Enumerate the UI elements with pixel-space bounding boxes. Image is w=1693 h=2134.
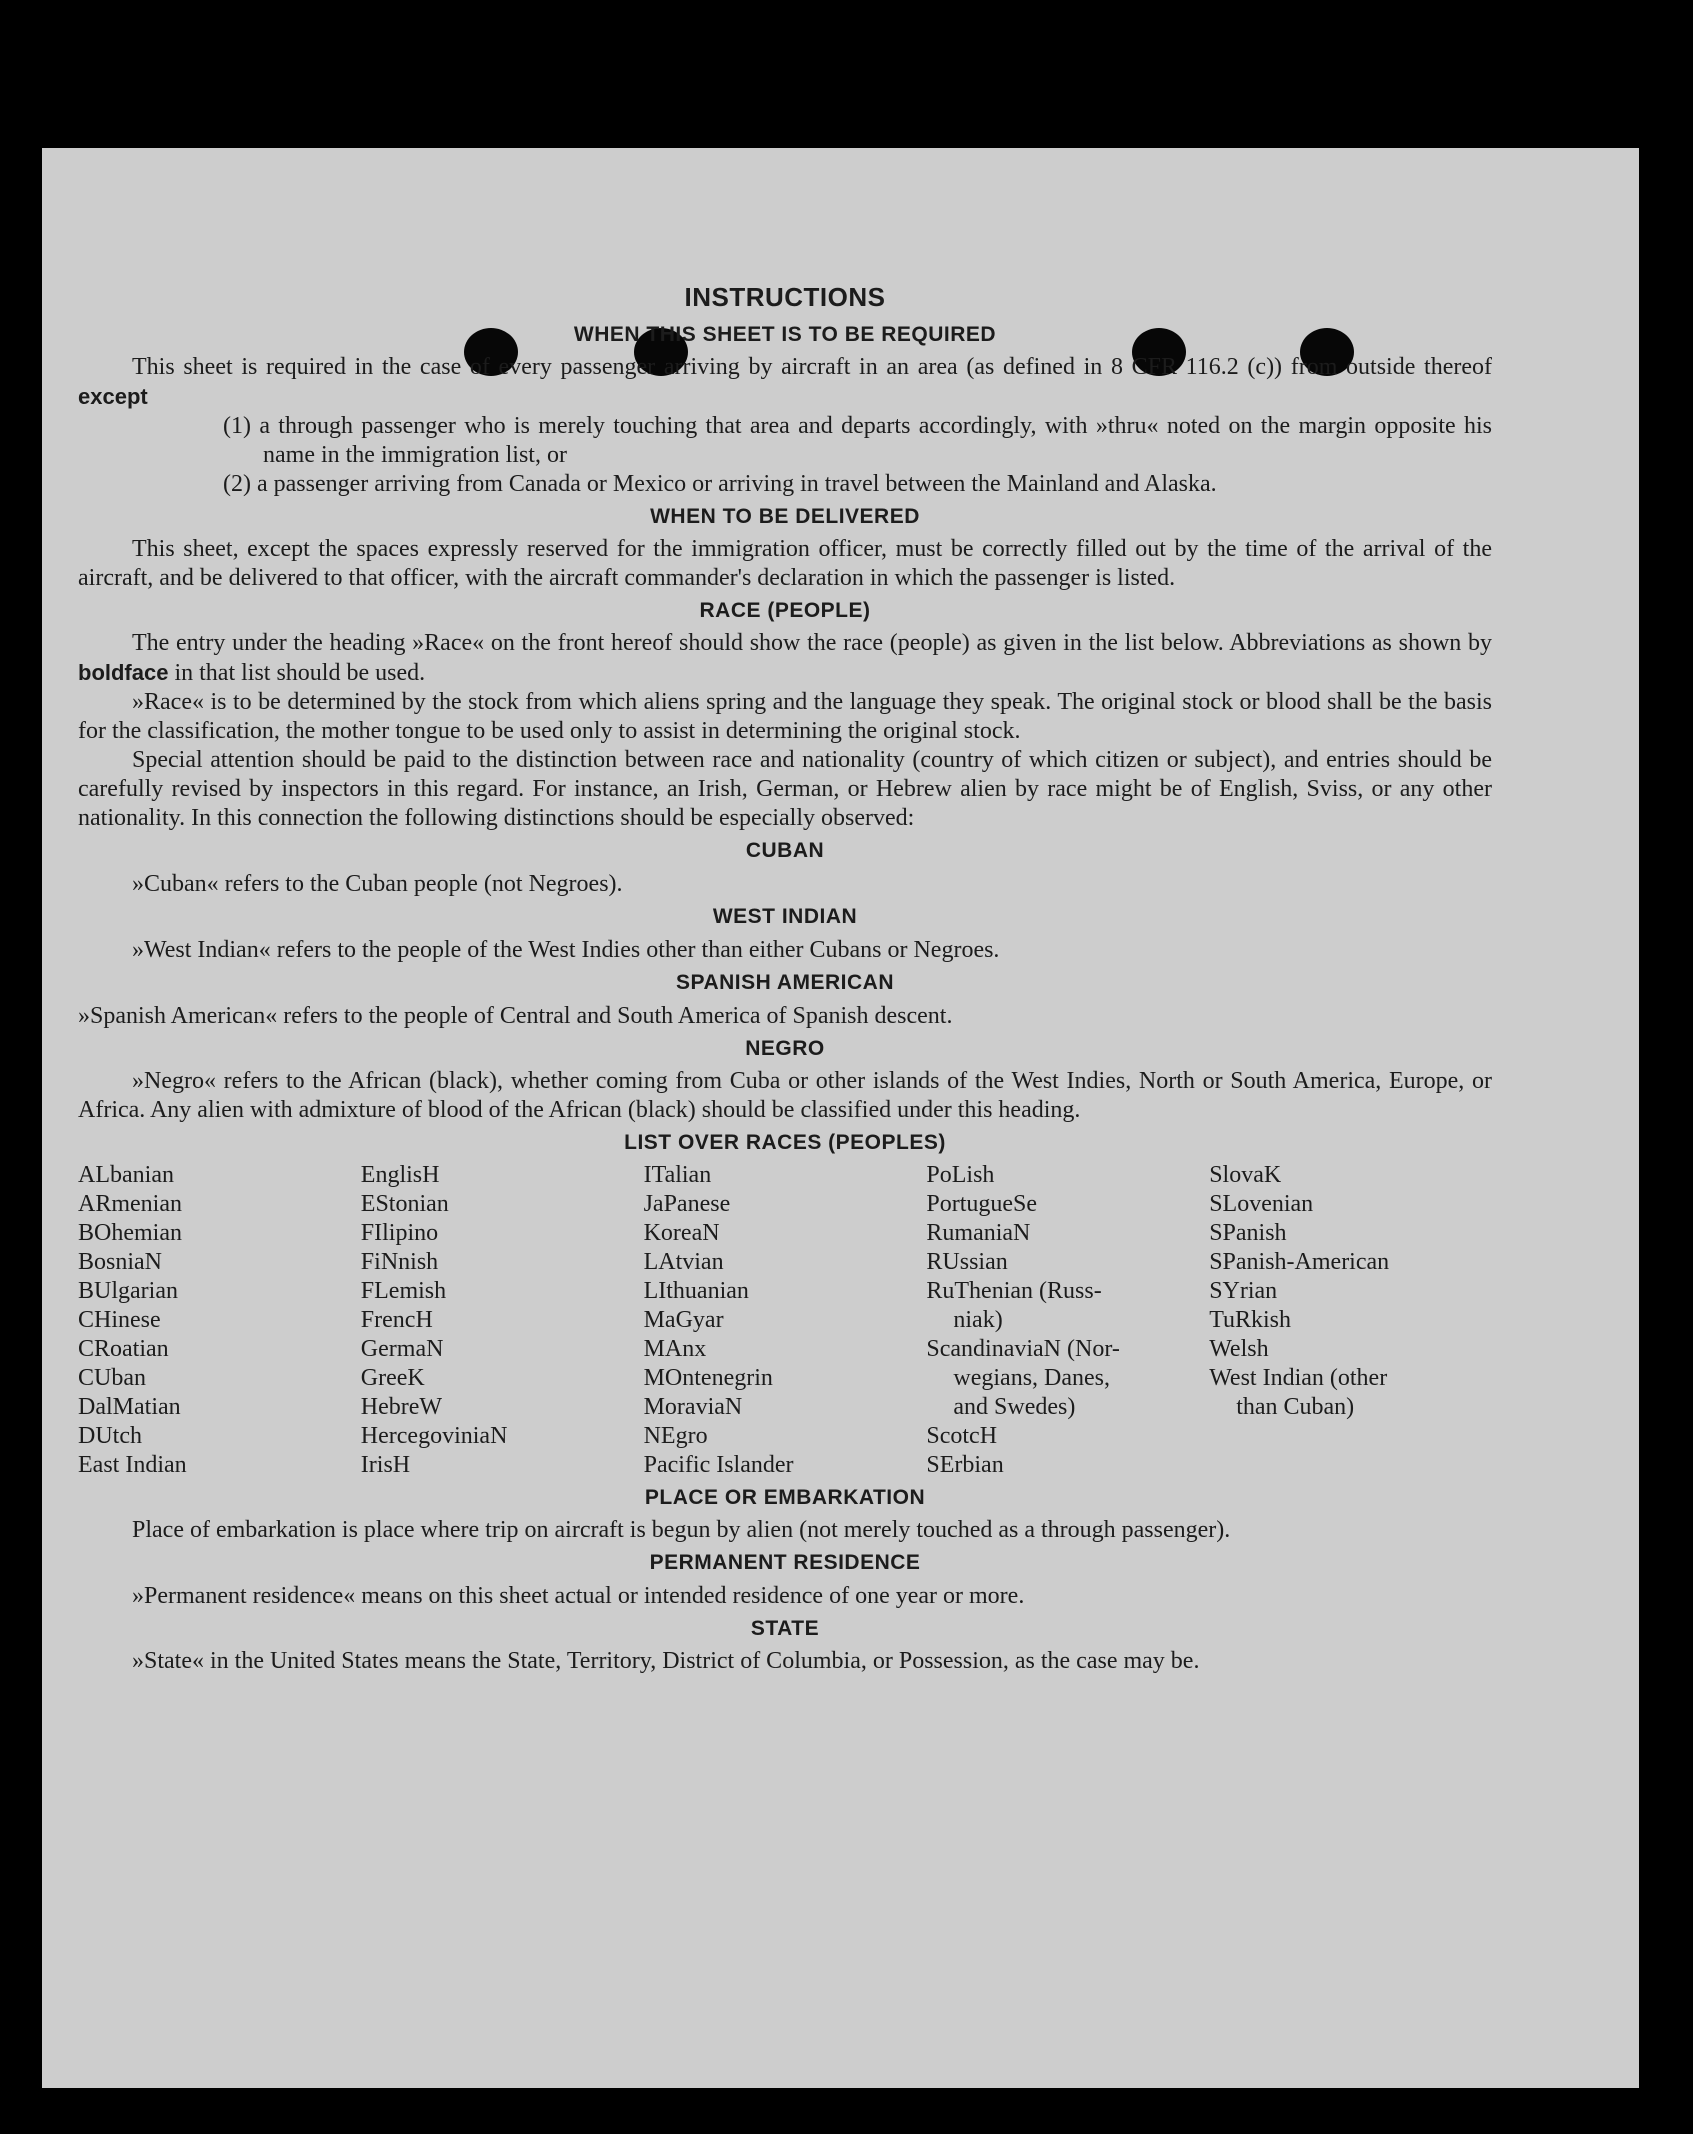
section-heading: WEST INDIAN (712, 905, 858, 928)
list-item: wegians, Danes, (953, 1365, 1111, 1391)
section-heading: CUBAN (745, 839, 825, 862)
race-column (78, 1161, 361, 1480)
paragraph: »Negro« refers to the African (black), whether coming from Cuba or other islands of the West Indies, North or South America, Europe, or Africa. Any alien with admixture of blood of the African (black) should be classified under this heading. (78, 1068, 1492, 1123)
page-title: INSTRUCTIONS (684, 282, 886, 312)
race-column (1209, 1161, 1492, 1480)
list-item: ScandinaviaN (Nor- (926, 1336, 1120, 1362)
race-list (78, 1161, 1492, 1480)
list-item: IrisH (360, 1452, 411, 1478)
list-item: MAnx (643, 1336, 707, 1362)
list-item: MOntenegrin (643, 1365, 773, 1391)
section-heading: PERMANENT RESIDENCE (649, 1551, 921, 1574)
list-item: GreeK (360, 1365, 425, 1391)
list-item: niak) (953, 1307, 1003, 1333)
list-item: RumaniaN (926, 1220, 1031, 1246)
list-item: EnglisH (360, 1162, 440, 1188)
list-item: CUban (78, 1365, 146, 1391)
paragraph: This sheet is required in the case of every passenger arriving by aircraft in an area (as defined in 8 CFR 116.2 (c)) from outside thereof except (78, 354, 1492, 409)
list-item: LIthuanian (643, 1278, 749, 1304)
section-heading: NEGRO (745, 1037, 825, 1060)
list-item: MoraviaN (643, 1394, 743, 1420)
list-item: DUtch (78, 1423, 142, 1449)
section-heading: RACE (PEOPLE) (699, 599, 871, 622)
list-item: SYrian (1209, 1278, 1278, 1304)
list-item: EStonian (360, 1191, 449, 1217)
paragraph: »Race« is to be determined by the stock from which aliens spring and the language they speak. The original stock or blood shall be the basis for the classification, the mother tongue to be used only to assist in determining the original stock. (78, 689, 1492, 744)
paragraph: »Spanish American« refers to the people of Central and South America of Spanish descent. (78, 1003, 953, 1029)
race-column (361, 1161, 644, 1480)
list-item: SPanish-American (1209, 1249, 1390, 1275)
section-heading: WHEN TO BE DELIVERED (650, 505, 920, 528)
list-item: MaGyar (643, 1307, 724, 1333)
list-item: HebreW (360, 1394, 443, 1420)
list-item: SErbian (926, 1452, 1004, 1478)
list-item: GermaN (360, 1336, 444, 1362)
list-item: RuThenian (Russ- (926, 1278, 1102, 1304)
list-item: BosniaN (78, 1249, 162, 1275)
list-item: JaPanese (643, 1191, 731, 1217)
list-item: BUlgarian (78, 1278, 178, 1304)
section-heading: LIST OVER RACES (PEOPLES) (624, 1131, 946, 1154)
paragraph: »Cuban« refers to the Cuban people (not Negroes). (132, 871, 623, 897)
list-item: BOhemian (78, 1220, 182, 1246)
list-item: ALbanian (78, 1162, 174, 1188)
list-item: SLovenian (1209, 1191, 1314, 1217)
list-item: Welsh (1209, 1336, 1269, 1362)
list-item: West Indian (other (1209, 1365, 1388, 1391)
list-item: PoLish (926, 1162, 995, 1188)
paragraph: Place of embarkation is place where trip on aircraft is begun by alien (not merely touched as a through passenger). (132, 1517, 1231, 1543)
list-item: CHinese (78, 1307, 161, 1333)
list-item: FiNnish (360, 1249, 439, 1275)
race-column (926, 1161, 1209, 1480)
list-item: Pacific Islander (643, 1452, 794, 1478)
list-item: SPanish (1209, 1220, 1287, 1246)
list-item: than Cuban) (1236, 1394, 1355, 1420)
list-item: FrencH (360, 1307, 433, 1333)
section-heading: STATE (750, 1617, 820, 1640)
paragraph: This sheet, except the spaces expressly reserved for the immigration officer, must be correctly filled out by the time of the arrival of the aircraft, and be delivered to that officer, with the aircraft commander's declaration in which the passenger is listed. (78, 536, 1492, 591)
list-item: LAtvian (643, 1249, 724, 1275)
list-item: and Swedes) (953, 1394, 1076, 1420)
list-item: ScotcH (926, 1423, 998, 1449)
paragraph: The entry under the heading »Race« on the front hereof should show the race (people) as given in the list below. Abbreviations as shown by boldface in that list should be used. (78, 630, 1492, 686)
list-item: DalMatian (78, 1394, 181, 1420)
instructions-content (78, 282, 1492, 1676)
list-item: FLemish (360, 1278, 447, 1304)
list-item: ITalian (643, 1162, 712, 1188)
list-item: (2) a passenger arriving from Canada or Mexico or arriving in travel between the Mainland and Alaska. (223, 471, 1217, 497)
list-item: SlovaK (1209, 1162, 1282, 1188)
paragraph: Special attention should be paid to the distinction between race and nationality (country of which citizen or subject), and entries should be carefully revised by inspectors in this regard. For instance, an Irish, German, or Hebrew alien by race might be of English, Sviss, or any other nationality. In this connection the following distinctions should be especially observed: (78, 747, 1492, 831)
list-item: PortugueSe (926, 1191, 1038, 1217)
list-item: CRoatian (78, 1336, 169, 1362)
race-column (644, 1161, 927, 1480)
list-item: HercegoviniaN (360, 1423, 508, 1449)
paragraph: »State« in the United States means the State, Territory, District of Columbia, or Possession, as the case may be. (132, 1648, 1200, 1674)
section-heading: SPANISH AMERICAN (675, 971, 894, 994)
list-item: FIlipino (360, 1220, 439, 1246)
list-item: NEgro (643, 1423, 708, 1449)
list-item: KoreaN (643, 1220, 720, 1246)
list-item: (1) a through passenger who is merely touching that area and departs accordingly, with »thru« noted on the margin opposite his name in the immigration list, or (223, 413, 1492, 468)
list-item: TuRkish (1209, 1307, 1292, 1333)
section-heading: PLACE OR EMBARKATION (644, 1486, 926, 1509)
section-heading: WHEN THIS SHEET IS TO BE REQUIRED (573, 323, 997, 346)
list-item: RUssian (926, 1249, 1008, 1275)
list-item: ARmenian (78, 1191, 182, 1217)
paragraph: »Permanent residence« means on this sheet actual or intended residence of one year or more. (132, 1583, 1025, 1609)
list-item: East Indian (78, 1452, 187, 1478)
paragraph: »West Indian« refers to the people of the West Indies other than either Cubans or Negroes. (132, 937, 1000, 963)
